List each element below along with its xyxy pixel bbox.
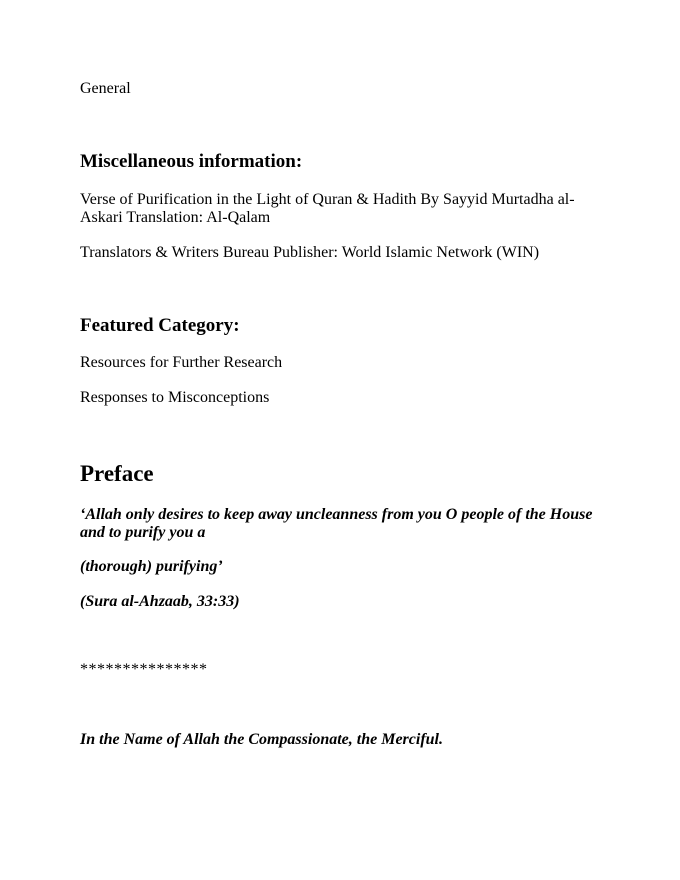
misc-paragraph-citation: Verse of Purification in the Light of Quran & Hadith By Sayyid Murtadha al-Askari Translation: Al-Qalam	[80, 191, 575, 226]
featured-heading: Featured Category:	[80, 315, 240, 336]
preface-citation: (Sura al-Ahzaab, 33:33)	[80, 593, 240, 610]
featured-item-resources: Resources for Further Research	[80, 354, 283, 371]
misc-paragraph-publisher: Translators & Writers Bureau Publisher: World Islamic Network (WIN)	[80, 244, 540, 261]
category-label: General	[80, 80, 131, 97]
preface-heading: Preface	[80, 461, 154, 486]
preface-quote-line-1: ‘Allah only desires to keep away uncleanness from you O people of the House and to purify you a	[80, 506, 593, 541]
preface-quote-line-2: (thorough) purifying’	[80, 558, 223, 575]
section-separator: ***************	[80, 661, 208, 678]
featured-item-responses: Responses to Misconceptions	[80, 389, 270, 406]
misc-heading: Miscellaneous information:	[80, 151, 303, 172]
bismillah-line: In the Name of Allah the Compassionate, the Merciful.	[80, 731, 443, 748]
